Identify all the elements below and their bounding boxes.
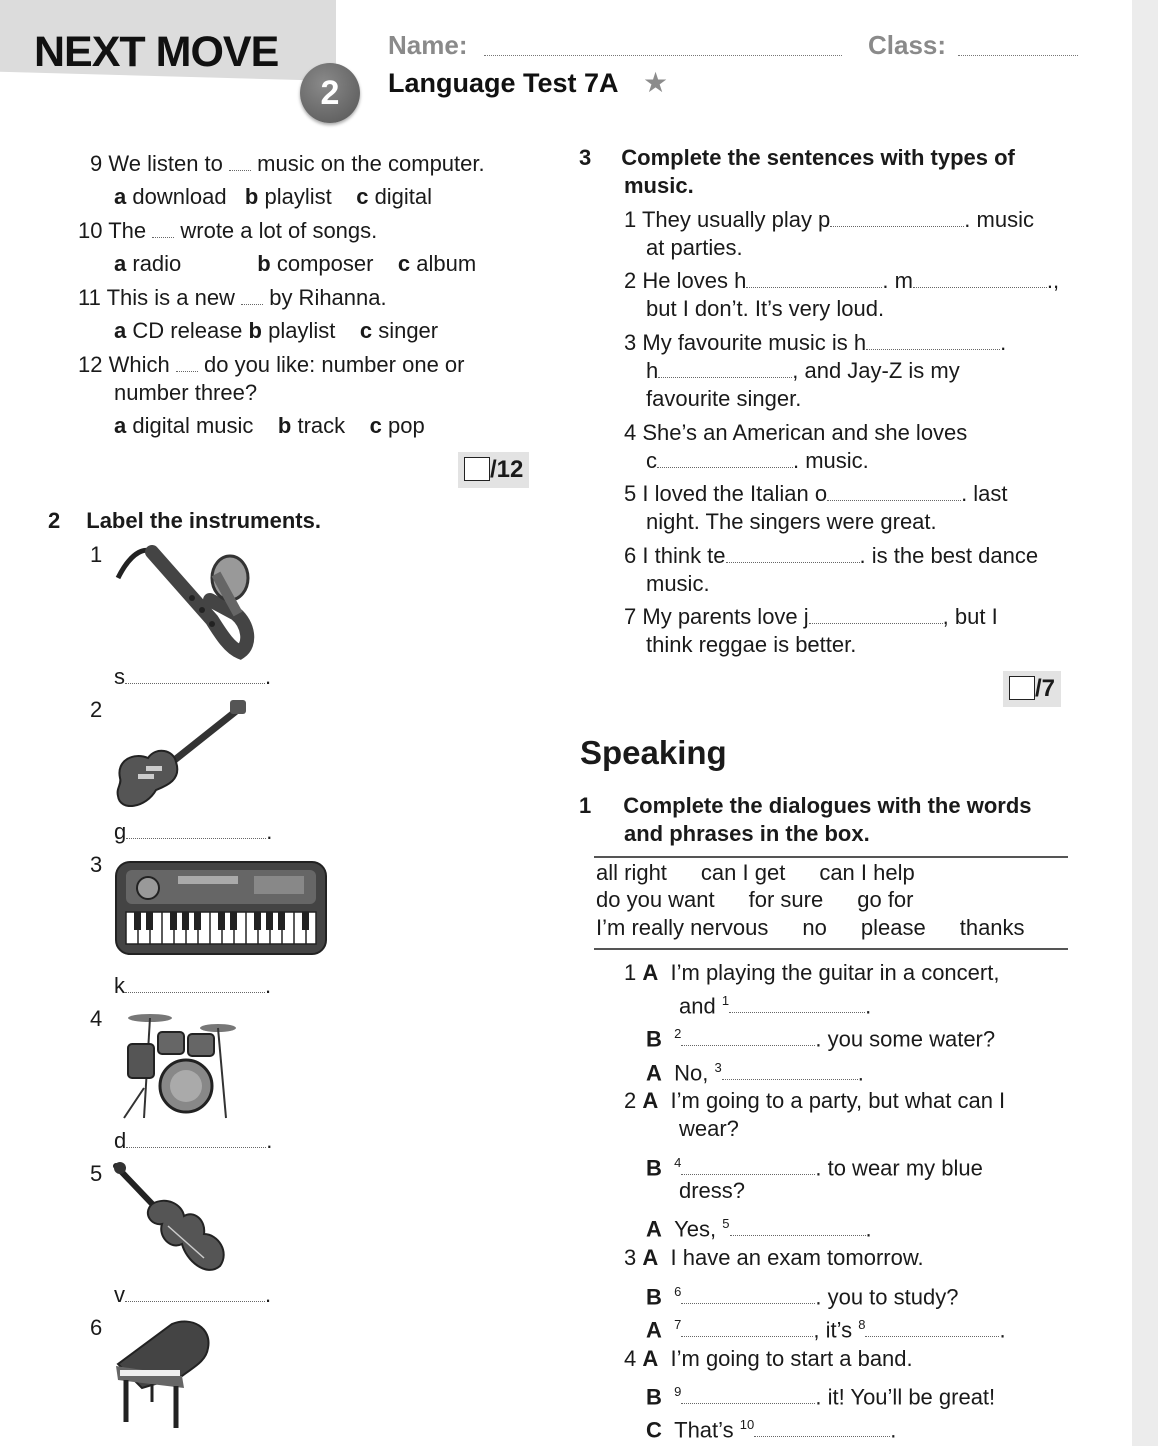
instrument-label-4[interactable]: d . — [114, 1128, 273, 1153]
star-icon: ★ — [643, 67, 669, 98]
gap-6[interactable] — [681, 1289, 815, 1304]
music-types-heading: 3 Complete the sentences with types of — [579, 145, 1015, 170]
speaking-heading: 1 Complete the dialogues with the words — [579, 793, 1032, 818]
drum-kit-icon — [114, 1008, 240, 1122]
brand-logo: NEXT MOVE — [34, 28, 279, 76]
sentence-7-line2: think reggae is better. — [646, 632, 857, 657]
gap-8[interactable] — [865, 1322, 999, 1337]
gap-5[interactable] — [730, 1221, 866, 1236]
sentence-5-line2: night. The singers were great. — [646, 509, 937, 534]
options-10: a radio b composer c album — [114, 251, 477, 276]
sentence-3-line2: h , and Jay-Z is my — [646, 358, 960, 383]
word-box-row-3: I’m really nervous no please thanks — [596, 915, 1025, 940]
sentence-4-line2: c . music. — [646, 448, 869, 473]
question-10: 10 The wrote a lot of songs. — [78, 218, 378, 243]
dialogue-3-b: B $^6$ . you to study? — [646, 1284, 959, 1310]
sentence-5: 5 I loved the Italian o . last — [624, 481, 1008, 506]
keyboard-icon — [114, 860, 328, 956]
dialogue-1-a: 1 A I’m playing the guitar in a concert, — [624, 960, 1000, 985]
score-input-7[interactable] — [1009, 676, 1035, 700]
instrument-label-5[interactable]: v . — [114, 1282, 272, 1307]
word-box-row-2: do you want for sure go for — [596, 887, 914, 912]
level-badge: 2 — [300, 63, 360, 123]
options-12: a digital music b track c pop — [114, 413, 425, 438]
dialogue-4-b: B $^9$ . it! You’ll be great! — [646, 1384, 996, 1410]
gap-9[interactable] — [681, 1389, 815, 1404]
class-field[interactable] — [958, 55, 1078, 56]
dialogue-1-b: B $^2$ . you some water? — [646, 1026, 996, 1052]
instrument-num-6: 6 — [90, 1315, 103, 1340]
violin-icon — [112, 1160, 228, 1280]
instruments-heading: 2 Label the instruments. — [48, 508, 321, 533]
dialogue-4-c: C That’s $^{10}$ . — [646, 1417, 897, 1443]
test-title: Language Test 7A — [388, 68, 619, 98]
scrollbar[interactable] — [1132, 0, 1158, 1446]
sentence-6-line2: music. — [646, 571, 710, 596]
sentence-1: 1 They usually play p . music — [624, 207, 1034, 232]
sentence-1-line2: at parties. — [646, 235, 743, 260]
instrument-label-3[interactable]: k . — [114, 973, 272, 998]
blank-4[interactable] — [657, 453, 793, 468]
instrument-label-1[interactable]: s . — [114, 664, 272, 689]
class-label: Class: — [868, 30, 947, 60]
question-11: 11 This is a new by Rihanna. — [78, 285, 387, 310]
blank-7[interactable] — [809, 609, 943, 624]
score-input-12[interactable] — [464, 457, 490, 481]
gap-7[interactable] — [681, 1322, 813, 1337]
options-11: a CD release b playlist c singer — [114, 318, 439, 343]
question-12: 12 Which do you like: number one or — [78, 352, 465, 377]
dialogue-1-a2: A No, $^3$ . — [646, 1060, 864, 1086]
instrument-label-2[interactable]: g . — [114, 819, 273, 844]
sentence-7: 7 My parents love j , but I — [624, 604, 998, 629]
instrument-num-2: 2 — [90, 697, 103, 722]
dialogue-3-a: 3 A I have an exam tomorrow. — [624, 1245, 924, 1270]
music-types-heading-line2: music. — [624, 173, 694, 198]
instrument-num-1: 1 — [90, 542, 103, 567]
instrument-num-5: 5 — [90, 1161, 103, 1186]
sentence-3: 3 My favourite music is h . — [624, 330, 1007, 355]
dialogue-2-a-line2: wear? — [679, 1116, 739, 1141]
dialogue-2-b-line2: dress? — [679, 1178, 746, 1203]
speaking-title: Speaking — [580, 734, 727, 771]
question-12-line2: number three? — [114, 380, 258, 405]
blank-2a[interactable] — [746, 273, 882, 288]
sentence-4: 4 She’s an American and she loves — [624, 420, 968, 445]
name-field[interactable] — [484, 55, 842, 56]
speaking-heading-line2: and phrases in the box. — [624, 821, 870, 846]
electric-guitar-icon — [112, 700, 252, 815]
gap-10[interactable] — [754, 1422, 890, 1437]
gap-3[interactable] — [722, 1065, 858, 1080]
score-box-7: /7 — [1003, 671, 1061, 707]
instrument-num-4: 4 — [90, 1006, 103, 1031]
name-label: Name: — [388, 30, 468, 60]
sentence-2: 2 He loves h . m ., — [624, 268, 1060, 293]
blank-3a[interactable] — [866, 335, 1000, 350]
word-box-row-1: all right can I get can I help — [596, 860, 915, 885]
question-9: 9 We listen to music on the computer. — [90, 151, 485, 176]
saxophone-icon — [112, 540, 257, 670]
score-box-12: /12 — [458, 452, 529, 488]
gap-1[interactable] — [729, 998, 865, 1013]
dialogue-1-a-line2: and $^1$ . — [679, 993, 872, 1019]
dialogue-2-b: B $^4$ . to wear my blue — [646, 1155, 983, 1181]
options-9: a download b playlist c digital — [114, 184, 433, 209]
dialogue-2-a2: A Yes, $^5$ . — [646, 1216, 872, 1242]
sentence-6: 6 I think te . is the best dance — [624, 543, 1039, 568]
sentence-2-line2: but I don’t. It’s very loud. — [646, 296, 885, 321]
gap-4[interactable] — [681, 1160, 815, 1175]
dialogue-4-a: 4 A I’m going to start a band. — [624, 1346, 913, 1371]
dialogue-2-a: 2 A I’m going to a party, but what can I — [624, 1088, 1006, 1113]
instrument-num-3: 3 — [90, 852, 103, 877]
blank-2b[interactable] — [913, 273, 1047, 288]
sentence-3-line3: favourite singer. — [646, 386, 802, 411]
blank-1[interactable] — [830, 212, 964, 227]
dialogue-3-a2: A $^7$ , it’s $^8$ . — [646, 1317, 1006, 1343]
grand-piano-icon — [112, 1318, 218, 1430]
gap-2[interactable] — [681, 1031, 815, 1046]
blank-5[interactable] — [827, 486, 961, 501]
blank-3b[interactable] — [658, 363, 792, 378]
blank-6[interactable] — [726, 548, 860, 563]
